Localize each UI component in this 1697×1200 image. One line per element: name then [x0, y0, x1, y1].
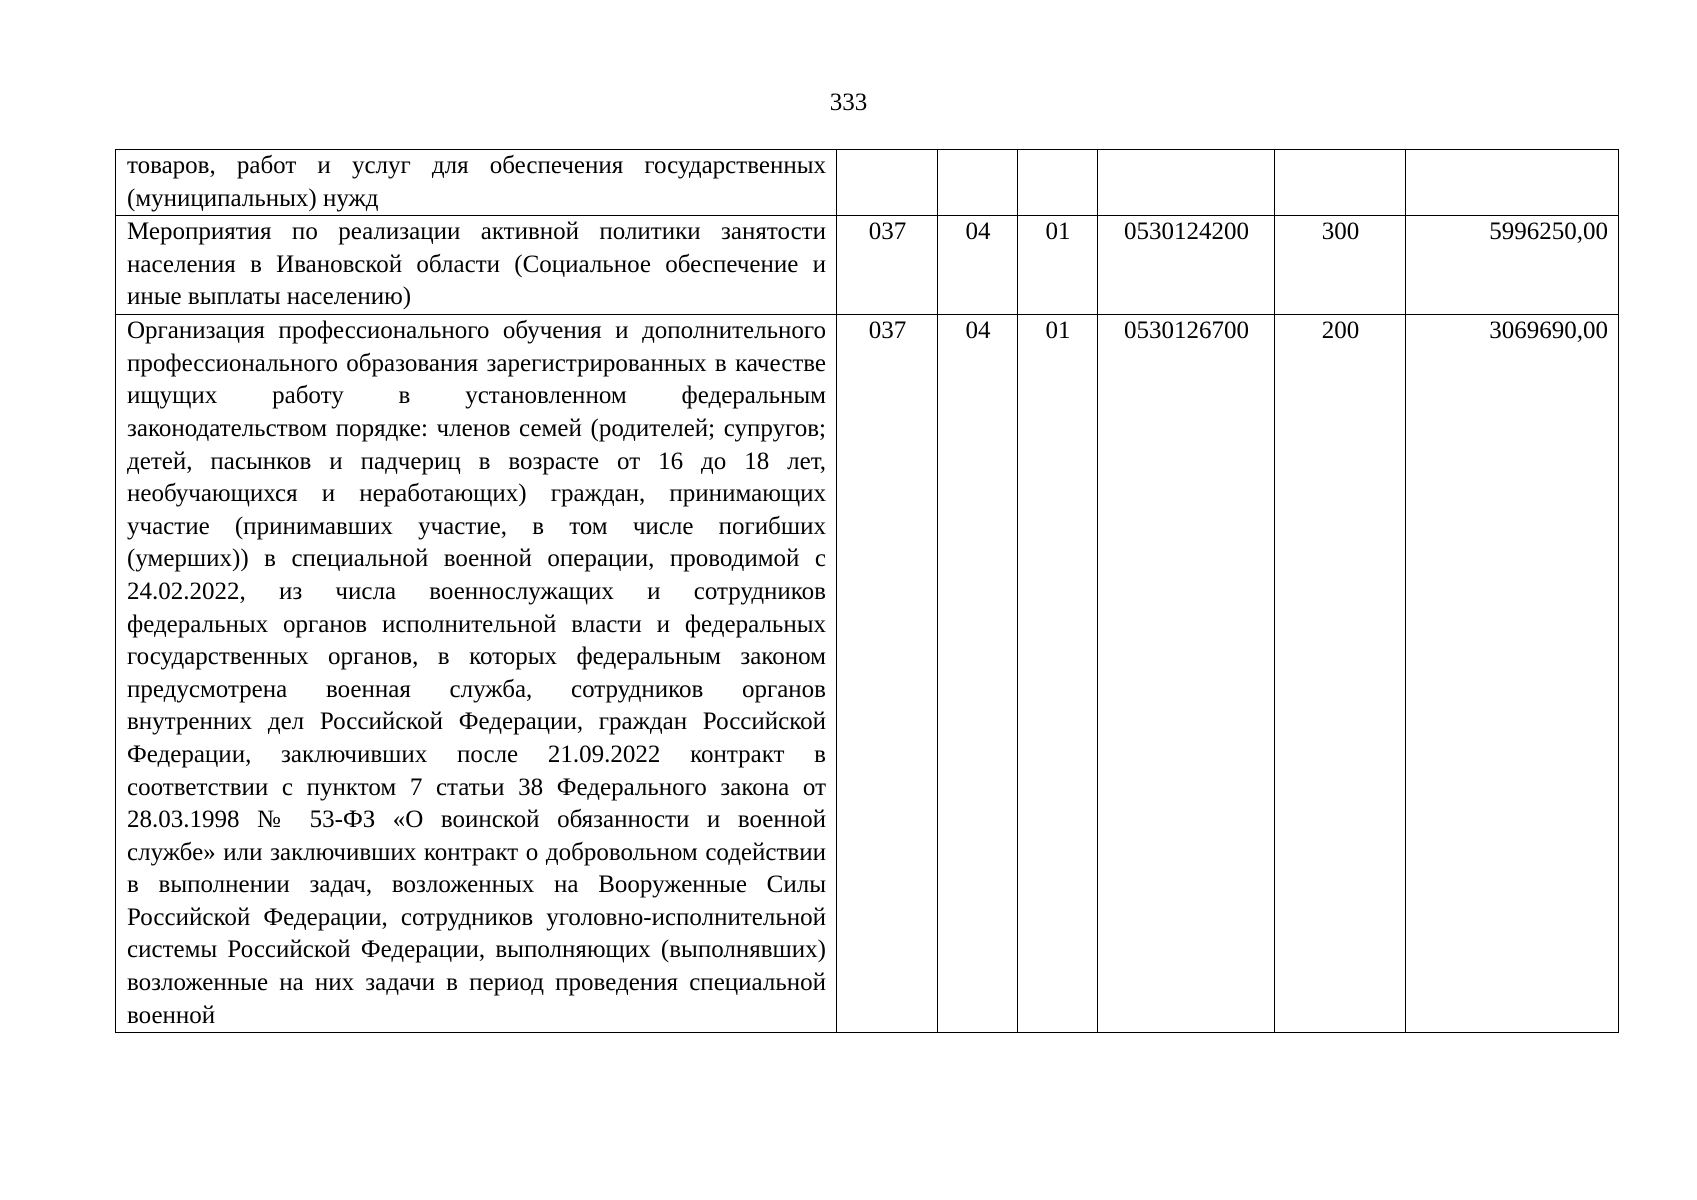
table-row: [116, 315, 1619, 1033]
target-article-cell: 0530126700: [1098, 315, 1275, 1033]
subsection-code-cell: 01: [1018, 315, 1098, 1033]
expense-type-cell: [1275, 150, 1406, 216]
expense-type-cell: 200: [1275, 315, 1406, 1033]
budget-table: [115, 149, 1619, 1033]
ministry-code-cell: 037: [837, 315, 938, 1033]
table-row: [116, 216, 1619, 315]
ministry-code-cell: [837, 150, 938, 216]
amount-cell: 3069690,00: [1406, 315, 1619, 1033]
target-article-cell: 0530124200: [1098, 216, 1275, 315]
target-article-cell: [1098, 150, 1275, 216]
subsection-code-cell: [1018, 150, 1098, 216]
section-code-cell: 04: [938, 315, 1018, 1033]
ministry-code-cell: 037: [837, 216, 938, 315]
expense-name-cell: товаров, работ и услуг для обеспечения государственных (муниципальных) нужд: [116, 150, 837, 216]
page-number: 333: [829, 89, 868, 116]
table-row: [116, 150, 1619, 216]
amount-cell: 5996250,00: [1406, 216, 1619, 315]
expense-name-cell: Организация профессионального обучения и дополнительного профессионального образования зарегистрированных в качестве ищущих работу в установленном федеральным законодательством порядке: членов семей (родителей; супругов; детей, пасынков и падчериц в возрасте от 16 до 18 лет, необучающихся и неработающих) граждан, принимающих участие (принимавших участие, в том числе погибших (умерших)) в специальной военной операции, проводимой с 24.02.2022, из числа военнослужащих и сотрудников федеральных органов исполнительной власти и федеральных государственных органов, в которых федеральным законом предусмотрена военная служба, сотрудников органов внутренних дел Российской Федерации, граждан Российской Федерации, заключивших после 21.09.2022 контракт в соответствии с пунктом 7 статьи 38 Федерального закона от 28.03.1998 № 53-ФЗ «О воинской обязанности и военной службе» или заключивших контракт о добровольном содействии в выполнении задач, возложенных на Вооруженные Силы Российской Федерации, сотрудников уголовно-исполнительной системы Российской Федерации, выполняющих (выполнявших) возложенные на них задачи в период проведения специальной военной: [116, 315, 837, 1033]
amount-cell: [1406, 150, 1619, 216]
expense-name-cell: Мероприятия по реализации активной политики занятости населения в Ивановской области (Социальное обеспечение и иные выплаты населению): [116, 216, 837, 315]
subsection-code-cell: 01: [1018, 216, 1098, 315]
expense-type-cell: 300: [1275, 216, 1406, 315]
section-code-cell: 04: [938, 216, 1018, 315]
section-code-cell: [938, 150, 1018, 216]
